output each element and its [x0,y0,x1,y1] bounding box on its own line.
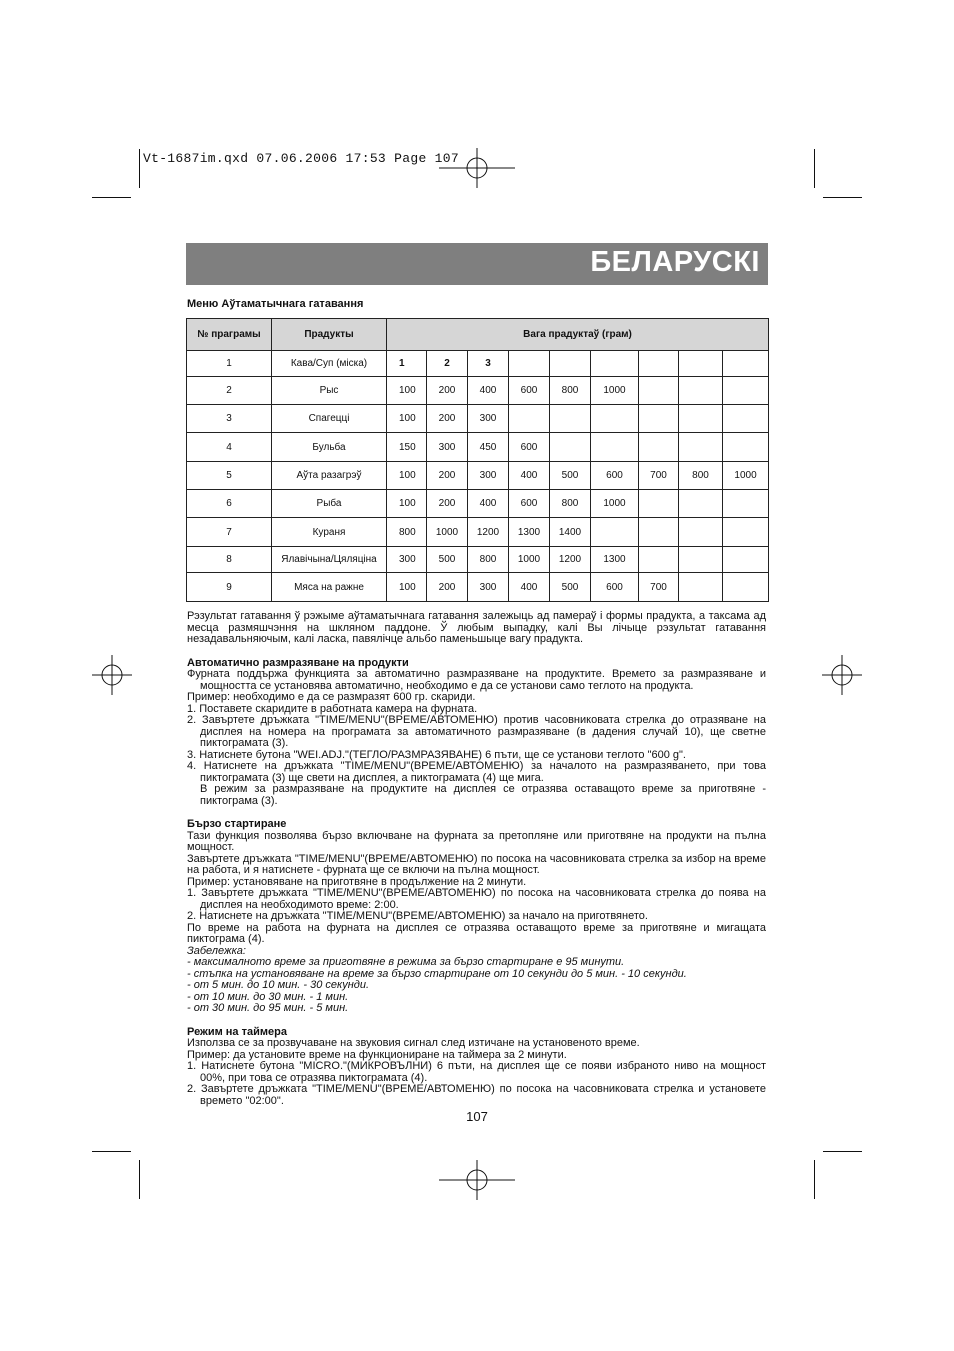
weight-cell: 800 [387,518,427,547]
crop-mark-bottom-right-v [814,1160,815,1199]
defrost-step-4: 4. Натиснете на дръжката "TIME/MENU"(ВРЕМЕ/АВТОМЕНЮ) за началото на размразяването, при това пиктограмата (3) ще свети на дисплея, а пиктограмата (4) ще мига. [187,760,766,784]
table-row [187,573,769,602]
printer-slug: Vt-1687im.qxd 07.06.2006 17:53 Page 107 [143,151,459,166]
registration-mark-right [822,655,862,695]
crop-mark-top-left-v [139,149,140,188]
weight-cell [679,351,723,377]
weight-cell: 700 [639,573,679,602]
quick-start-heading: Бързо стартиране [187,818,287,830]
table-row [187,462,769,490]
page-number: 107 [466,1109,488,1124]
weight-cell: 1 [387,351,427,377]
quick-note-1: - максималното време за приготвяне в режима за бързо стартиране е 95 минути. [187,956,625,968]
weight-cell: 800 [550,377,591,405]
program-number: 2 [187,377,272,405]
quick-p1: Тази функция позволява бързо включване на фурната за претопляне или приготвяне на продукти на пълна мощност. [187,829,766,853]
defrost-step-4-note: В режим за размразяване на продуктите на дисплея се отразява оставащото време за приготвяне - пиктограма (3). [200,783,766,807]
quick-step-2: 2. Натиснете на дръжката "TIME/MENU"(ВРЕМЕ/АВТОМЕНЮ) за начало на приготвянето. [187,910,648,922]
defrost-p1: Фурната поддържа функцията за автоматично размразяване на продуктите. Времето за размразяване и мощността се установява автоматично, необходимо е да се установи само теглото на продукта. [187,668,766,692]
crop-mark-top-right-v [814,149,815,188]
weight-cell [639,518,679,547]
header-weight: Вага прадуктаў (грам) [387,319,769,351]
table-row [187,405,769,433]
weight-cell: 700 [639,462,679,490]
weight-cell [723,433,769,462]
weight-cell: 600 [509,490,550,518]
weight-cell: 400 [509,573,550,602]
program-number: 6 [187,490,272,518]
menu-section-title: Меню Аўтаматычнага гатавання [187,298,364,310]
crop-mark-bottom-left-h [92,1151,131,1152]
weight-cell: 3 [468,351,509,377]
timer-heading: Режим на таймера [187,1025,287,1038]
quick-note-title: Забележка: [187,944,246,957]
weight-cell [550,433,591,462]
product-name: Рыс [272,377,387,405]
weight-cell: 100 [387,405,427,433]
weight-cell: 1300 [591,547,639,573]
weight-cell: 800 [468,547,509,573]
weight-cell [723,377,769,405]
weight-cell [639,405,679,433]
weight-cell [723,351,769,377]
weight-cell [591,351,639,377]
weight-cell [723,547,769,573]
weight-cell: 1000 [591,490,639,518]
auto-cook-table [186,318,769,602]
program-number: 5 [187,462,272,490]
weight-cell: 1200 [550,547,591,573]
weight-cell [723,573,769,602]
weight-cell: 200 [427,490,468,518]
table-row [187,433,769,462]
quick-note-4: - от 10 мин. до 30 мин. - 1 мин. [187,990,349,1003]
weight-cell [509,351,550,377]
weight-cell: 1400 [550,518,591,547]
weight-cell [679,405,723,433]
product-name: Мяса на ражне [272,573,387,602]
program-number: 7 [187,518,272,547]
weight-cell: 1000 [427,518,468,547]
weight-cell [591,433,639,462]
weight-cell: 200 [427,573,468,602]
weight-cell [639,433,679,462]
weight-cell: 2 [427,351,468,377]
intro-paragraph: Рэзультат гатавання ў рэжыме аўтаматычнага гатавання залежыць ад памераў і формы прадукта, а таксама ад месца размяшчэння на шкляном паддоне. Ў любым выпадку, калі Вы лічыце рэзультат гатавання незадавальняючым, калі ласка, павялічце альбо паменьшыце вагу прадукта. [187,610,766,645]
weight-cell: 600 [591,573,639,602]
weight-cell: 200 [427,405,468,433]
quick-step-1: 1. Завъртете дръжката "TIME/MENU"(ВРЕМЕ/АВТОМЕНЮ) по посока на часовниковата стрелка до поява на дисплея на необходимото време: 2:00. [187,887,766,911]
timer-step-1: 1. Натиснете бутона "MICRO."(МИКРОВЪЛНИ) 6 пъти, на дисплея ще се появи избраното ниво на мощност 00%, при това се отразява пиктограмата (4). [187,1060,766,1084]
weight-cell: 300 [468,462,509,490]
table-row [187,547,769,573]
crop-mark-top-left-h [92,197,131,198]
weight-cell: 800 [550,490,591,518]
quick-note-2: - стъпка на установяване на време за бързо стартиране от 10 секунди до 5 мин. - 10 секунди. [187,967,687,980]
table-header-row [187,319,769,351]
crop-mark-bottom-left-v [139,1160,140,1199]
quick-p2: Завъртете дръжката "TIME/MENU"(ВРЕМЕ/АВТОМЕНЮ) по посока на часовниковата стрелка за избор на време на работа, и я натиснете - фурната ще се включи на пълна мощност. [187,852,766,876]
weight-cell: 600 [509,433,550,462]
table-row [187,490,769,518]
quick-p4: По време на работа на фурната на дисплея се отразява оставащото време за приготвяне и мигащата пиктограма (4). [187,921,766,945]
body-text [187,611,766,1107]
weight-cell [591,405,639,433]
weight-cell [679,518,723,547]
weight-cell [550,351,591,377]
weight-cell: 300 [427,433,468,462]
product-name: Аўта разагрэў [272,462,387,490]
weight-cell: 100 [387,490,427,518]
weight-cell: 100 [387,573,427,602]
weight-cell: 1000 [723,462,769,490]
crop-mark-bottom-right-h [823,1151,862,1152]
weight-cell: 500 [550,462,591,490]
weight-cell [679,377,723,405]
crop-mark-top-right-h [823,197,862,198]
product-name: Рыба [272,490,387,518]
weight-cell [723,405,769,433]
program-number: 8 [187,547,272,573]
weight-cell [723,490,769,518]
product-name: Бульба [272,433,387,462]
weight-cell: 1000 [591,377,639,405]
weight-cell [639,490,679,518]
weight-cell [679,490,723,518]
weight-cell: 400 [468,377,509,405]
weight-cell [591,518,639,547]
product-name: Ялавічына/Цяляціна [272,547,387,573]
registration-mark-left [92,655,132,695]
defrost-example: Пример: необходимо е да се размразят 600 гр. скариди. [187,691,476,703]
weight-cell [679,573,723,602]
weight-cell: 300 [468,405,509,433]
weight-cell [550,405,591,433]
product-name: Кураня [272,518,387,547]
weight-cell: 200 [427,462,468,490]
table-row [187,518,769,547]
weight-cell: 500 [550,573,591,602]
weight-cell [723,518,769,547]
registration-mark-top [437,148,517,188]
timer-example: Пример: да установите време на функциониране на таймера за 2 минути. [187,1048,567,1061]
weight-cell: 500 [427,547,468,573]
table-row [187,377,769,405]
program-number: 9 [187,573,272,602]
weight-cell [679,433,723,462]
weight-cell: 1300 [509,518,550,547]
weight-cell: 150 [387,433,427,462]
defrost-step-1: 1. Поставете скаридите в работната камера на фурната. [187,702,478,715]
weight-cell: 200 [427,377,468,405]
weight-cell: 600 [509,377,550,405]
quick-note-3: - от 5 мин. до 10 мин. - 30 секунди. [187,979,370,991]
product-name: Спагецці [272,405,387,433]
quick-note-5: - от 30 мин. до 95 мин. - 5 мин. [187,1002,349,1014]
registration-mark-bottom [437,1160,517,1200]
weight-cell: 450 [468,433,509,462]
program-number: 3 [187,405,272,433]
quick-example: Пример: установяване на приготвяне в продължение на 2 минути. [187,875,527,888]
weight-cell [679,547,723,573]
weight-cell [639,377,679,405]
weight-cell: 600 [591,462,639,490]
program-number: 4 [187,433,272,462]
program-number: 1 [187,351,272,377]
weight-cell: 1200 [468,518,509,547]
defrost-step-2: 2. Завъртете дръжката "TIME/MENU"(ВРЕМЕ/АВТОМЕНЮ) против часовниковата стрелка до отразяване на дисплея на номера на програмата за автоматичното размразяване (в дадения случай 10), ще светне пиктограмата (3). [187,714,766,749]
weight-cell [639,547,679,573]
weight-cell: 100 [387,377,427,405]
banner-title: БЕЛАРУСКІ [590,246,760,278]
language-banner [186,243,768,285]
weight-cell: 400 [509,462,550,490]
header-products: Прадукты [272,319,387,351]
weight-cell: 1000 [509,547,550,573]
weight-cell: 300 [387,547,427,573]
timer-p1: Използва се за прозвучаване на звуковия сигнал след изтичане на установеното време. [187,1037,640,1049]
defrost-step-3: 3. Натиснете бутона "WEI.ADJ."(ТЕГЛО/РАЗМРАЗЯВАНЕ) 6 пъти, ще се установи теглото "600 g". [187,748,686,761]
weight-cell [509,405,550,433]
weight-cell: 400 [468,490,509,518]
timer-step-2: 2. Завъртете дръжката "TIME/MENU"(ВРЕМЕ/АВТОМЕНЮ) по посока на часовниковата стрелка и установете времето "02:00". [187,1083,766,1107]
product-name: Кава/Суп (міска) [272,351,387,377]
defrost-heading: Автоматично размразяване на продукти [187,656,409,669]
header-program: № прагрaмы [187,319,272,351]
weight-cell: 300 [468,573,509,602]
table-row [187,351,769,377]
weight-cell [639,351,679,377]
weight-cell: 800 [679,462,723,490]
weight-cell: 100 [387,462,427,490]
